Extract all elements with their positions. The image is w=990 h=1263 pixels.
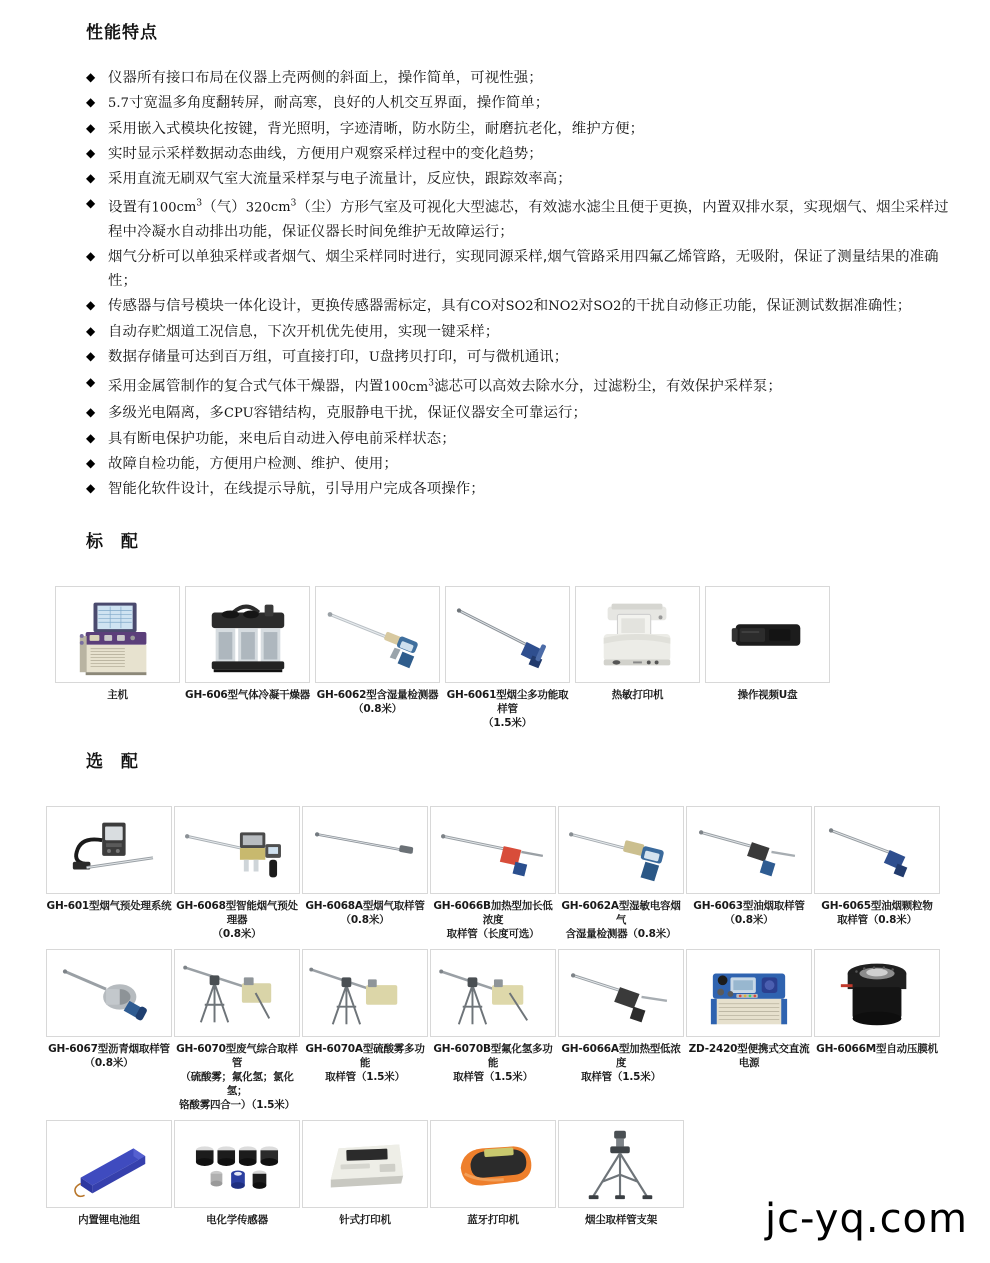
feature-text: 数据存储量可达到百万组，可直接打印，U盘拷贝打印，可与微机通讯；	[108, 349, 569, 366]
product-caption: GH-6066B加热型加长低浓度 取样管（长度可选）	[433, 900, 553, 940]
diamond-bullet-icon: ◆	[86, 455, 96, 470]
product-caption: 操作视频U盘	[737, 689, 798, 701]
product-image-oilparticle-probe	[814, 806, 940, 894]
feature-item	[86, 142, 956, 166]
product-image-asphalt-probe	[46, 949, 172, 1037]
product-cell[interactable]	[814, 806, 940, 941]
product-cell[interactable]	[46, 806, 172, 941]
product-image-sensors	[174, 1120, 300, 1208]
feature-item	[86, 167, 956, 191]
diamond-bullet-icon: ◆	[86, 249, 96, 264]
product-image-heated-long-probe	[430, 806, 556, 894]
product-cell[interactable]	[430, 949, 556, 1112]
product-image-thermal-printer	[575, 586, 700, 683]
feature-item	[86, 294, 956, 319]
product-caption: GH-6066A型加热型低浓度 取样管（1.5米）	[561, 1043, 681, 1083]
diamond-bullet-icon: ◆	[86, 121, 96, 135]
product-caption: GH-6062A型湿敏电容烟气 含湿量检测器（0.8米）	[561, 900, 681, 940]
feature-item	[86, 117, 956, 141]
product-cell[interactable]	[445, 586, 570, 730]
product-cell[interactable]	[814, 949, 940, 1112]
product-cell[interactable]	[302, 806, 428, 941]
product-image-dust-probe	[445, 586, 570, 683]
product-image-tripod-sampler2	[302, 949, 428, 1037]
feature-item	[86, 66, 956, 90]
product-caption: GH-6070A型硫酸雾多功能 取样管（1.5米）	[305, 1043, 425, 1083]
product-cell[interactable]	[46, 949, 172, 1112]
product-image-usb-drive	[705, 586, 830, 683]
product-cell[interactable]	[185, 586, 310, 730]
product-cell[interactable]	[55, 586, 180, 730]
product-cell[interactable]	[705, 586, 830, 730]
product-caption: GH-606型气体冷凝干燥器	[185, 689, 310, 701]
product-image-film-press	[814, 949, 940, 1037]
product-cell[interactable]	[558, 949, 684, 1112]
diamond-bullet-icon: ◆	[86, 404, 96, 419]
product-caption: GH-6066M型自动压膜机	[816, 1043, 938, 1055]
diamond-bullet-icon: ◆	[86, 375, 96, 390]
features-section-title: 性能特点	[86, 23, 158, 43]
feature-item	[86, 371, 956, 399]
diamond-bullet-icon: ◆	[86, 324, 96, 339]
feature-item	[86, 345, 956, 370]
feature-text: 实时显示采样数据动态曲线，方便用户观察采样过程中的变化趋势；	[108, 146, 543, 162]
product-cell[interactable]	[575, 586, 700, 730]
product-image-host-unit	[55, 586, 180, 683]
site-watermark: jc-yq.com	[764, 1196, 968, 1242]
standard-config-grid	[55, 586, 935, 730]
product-cell[interactable]	[686, 806, 812, 941]
product-caption: ZD-2420型便携式交直流电源	[688, 1043, 810, 1069]
product-cell[interactable]	[430, 1120, 556, 1255]
diamond-bullet-icon: ◆	[86, 349, 96, 364]
product-image-lowconc-probe	[558, 949, 684, 1037]
product-image-pretreat-system	[46, 806, 172, 894]
product-caption: GH-6065型油烟颗粒物 取样管（0.8米）	[821, 900, 933, 926]
diamond-bullet-icon: ◆	[86, 196, 96, 210]
diamond-bullet-icon: ◆	[86, 480, 96, 495]
product-cell[interactable]	[174, 806, 300, 941]
feature-item	[86, 320, 956, 344]
product-caption: 烟尘取样管支架	[584, 1214, 658, 1226]
feature-item	[86, 401, 956, 426]
product-cell[interactable]	[174, 1120, 300, 1255]
feature-text: 采用直流无刷双气室大流量采样泵与电子流量计，反应快，跟踪效率高；	[108, 171, 572, 187]
diamond-bullet-icon: ◆	[86, 171, 96, 185]
product-caption: GH-6070B型氟化氢多功能 取样管（1.5米）	[433, 1043, 553, 1083]
product-image-tripod-sampler3	[430, 949, 556, 1037]
product-caption: 针式打印机	[339, 1214, 391, 1226]
product-image-battery-pack	[46, 1120, 172, 1208]
feature-text: 设置有$100cm^3$（气）$320cm^3$（尘）方形气室及可视化大型滤芯，有效滤水滤尘且便于更换，内置双排水泵，实现烟气、烟尘采样过程中冷凝水自动排出功能，保证仪器长时间免维护无故障运行；	[108, 199, 949, 241]
features-list	[86, 66, 956, 502]
feature-text: 具有断电保护功能，来电后自动进入停电前采样状态；	[108, 430, 456, 447]
feature-text: 烟气分析可以单独采样或者烟气、烟尘采样同时进行，实现同源采样,烟气管路采用四氟乙烯管路，无吸附，保证了测量结果的准确性；	[108, 249, 939, 290]
diamond-bullet-icon: ◆	[86, 298, 96, 313]
product-image-gas-probe	[302, 806, 428, 894]
feature-item	[86, 245, 956, 293]
feature-item	[86, 477, 956, 501]
product-image-smart-pretreat	[174, 806, 300, 894]
product-image-humidity-probe	[315, 586, 440, 683]
standard-config-title: 标 配	[86, 532, 144, 552]
product-image-condenser-dryer	[185, 586, 310, 683]
product-cell[interactable]	[430, 806, 556, 941]
diamond-bullet-icon: ◆	[86, 430, 96, 445]
product-image-bluetooth-printer	[430, 1120, 556, 1208]
product-caption: 主机	[107, 689, 128, 701]
product-cell[interactable]	[46, 1120, 172, 1255]
feature-item	[86, 427, 956, 451]
product-cell[interactable]	[558, 806, 684, 941]
product-image-tripod-sampler	[174, 949, 300, 1037]
product-caption: GH-6067型沥青烟取样管 （0.8米）	[48, 1043, 170, 1069]
feature-text: 多级光电隔离，多CPU容错结构，克服静电干扰，保证仪器安全可靠运行；	[108, 404, 587, 421]
product-cell[interactable]	[558, 1120, 684, 1255]
product-cell[interactable]	[174, 949, 300, 1112]
product-caption: GH-6063型油烟取样管 （0.8米）	[693, 900, 805, 926]
optional-config-grid	[46, 806, 946, 1263]
feature-item	[86, 91, 956, 116]
product-caption: GH-6068A型烟气取样管 （0.8米）	[305, 900, 425, 926]
feature-item	[86, 452, 956, 476]
feature-text: 自动存贮烟道工况信息，下次开机优先使用，实现一键采样；	[108, 324, 500, 341]
product-caption: GH-6070型废气综合取样管 （硫酸雾；氟化氢；氯化氢； 铬酸雾四合一）（1.5米）	[176, 1043, 298, 1111]
product-caption: GH-6061型烟尘多功能取样管 （1.5米）	[446, 689, 569, 729]
optional-config-title: 选 配	[86, 752, 144, 772]
diamond-bullet-icon: ◆	[86, 146, 96, 160]
product-caption: GH-6068型智能烟气预处理器 （0.8米）	[176, 900, 298, 940]
product-caption: 热敏打印机	[611, 689, 664, 701]
product-image-dot-printer	[302, 1120, 428, 1208]
feature-text: 采用金属管制作的复合式气体干燥器，内置$100cm^3$滤芯可以高效去除水分，过滤粉尘，有效保护采样泵；	[108, 378, 782, 395]
product-cell[interactable]	[315, 586, 440, 730]
feature-text: 采用嵌入式模块化按键，背光照明，字迹清晰，防水防尘，耐磨抗老化，维护方便；	[108, 121, 645, 137]
diamond-bullet-icon: ◆	[86, 95, 96, 109]
feature-text: 传感器与信号模块一体化设计，更换传感器需标定，具有CO对SO2和NO2对SO2的干扰自动修正功能，保证测试数据准确性；	[108, 298, 912, 315]
feature-text: 仪器所有接口布局在仪器上壳两侧的斜面上，操作简单，可视性强；	[108, 70, 543, 86]
feature-text: 5.7寸宽温多角度翻转屏，耐高寒，良好的人机交互界面，操作简单；	[108, 95, 550, 111]
feature-item	[86, 192, 956, 244]
product-image-tripod-stand	[558, 1120, 684, 1208]
feature-text: 智能化软件设计，在线提示导航，引导用户完成各项操作；	[108, 480, 485, 497]
product-image-oilsmoke-probe	[686, 806, 812, 894]
product-cell[interactable]	[302, 949, 428, 1112]
feature-text: 故障自检功能，方便用户检测、维护、使用；	[108, 455, 398, 472]
product-caption: 内置锂电池组	[78, 1214, 140, 1226]
diamond-bullet-icon: ◆	[86, 70, 96, 84]
product-image-capacitive-probe	[558, 806, 684, 894]
product-caption: 蓝牙打印机	[467, 1214, 519, 1226]
product-cell[interactable]	[686, 949, 812, 1112]
product-caption: GH-6062型含湿量检测器 （0.8米）	[316, 689, 439, 715]
product-cell[interactable]	[302, 1120, 428, 1255]
product-image-power-supply	[686, 949, 812, 1037]
product-caption: GH-601型烟气预处理系统	[46, 900, 172, 912]
product-caption: 电化学传感器	[206, 1214, 268, 1226]
